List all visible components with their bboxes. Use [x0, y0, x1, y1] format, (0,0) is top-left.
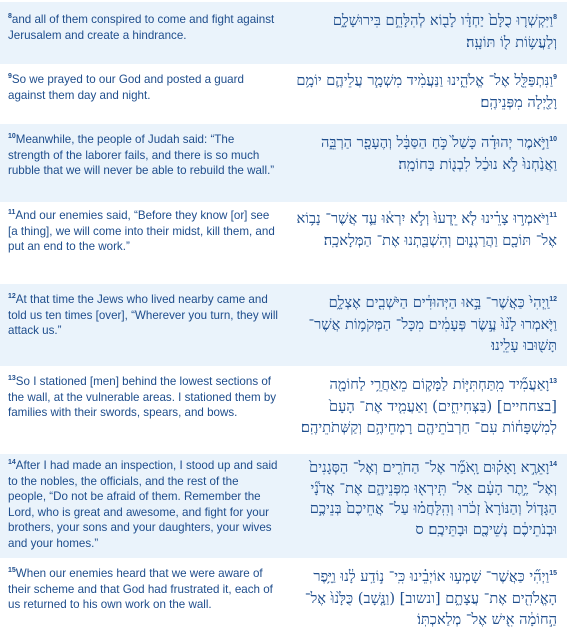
verse-hebrew: [282, 284, 567, 366]
verse-number-hebrew: 14: [549, 461, 557, 469]
verse-hebrew: [282, 204, 567, 282]
verse-english: [0, 2, 282, 64]
verse-number-hebrew: 10: [549, 136, 557, 144]
verse-hebrew: [282, 368, 567, 452]
verse-number: 8: [8, 13, 12, 21]
verse-hebrew-text: וָאַעֲמִ֞יד מִֽתַּחְתִּיּ֧וֹת לַמָּק֛וֹם מֵאַחֲרֵ֥י לַחוֹמָ֖ה [בצחחיים] (בַּצְּחִיחִ֑ים) וָאַעֲמִ֤יד אֶת־ הָעָם֙ לְמִשְׁפָּח֔וֹת עִם־ חַרְבֹתֵיהֶ֖ם רָמְחֵיהֶ֥ם וְקַשְּׁתֹתֵיהֶֽם׃: [300, 376, 557, 436]
verse-english: [0, 124, 282, 202]
verse-english-text: At that time the Jews who lived nearby came and told us ten times [over], “Wherever you turn, they will attack us.”: [8, 293, 278, 337]
verse-hebrew-text: וַיִּקְשְׁר֤וּ כֻלָּם֙ יַחְדָּ֔ו לָב֖וֹא לְהִלָּחֵ֣ם בִּירוּשָׁלָ֑ם וְלַעֲשׂ֥וֹת ל֖וֹ תּוֹעָֽה׃: [332, 12, 557, 51]
verse-row-11: [0, 202, 567, 282]
verse-hebrew: [282, 124, 567, 202]
verse-english-text: and all of them conspired to come and fight against Jerusalem and create a hindrance.: [8, 13, 275, 42]
verse-english: [0, 204, 282, 282]
verse-number: 11: [8, 209, 16, 217]
verse-row-9: [0, 64, 567, 122]
verse-number-hebrew: 12: [549, 296, 557, 304]
verse-hebrew-text: וַיְהִ֞י כַּאֲשֶׁר־ שָׁמְע֣וּ אוֹיְבֵ֗ינוּ כִּֽי־ נ֣וֹדַֽע לָ֔נוּ וַיָּ֥פֶר הָאֱלֹהִ֖ים אֶת־ עֲצָתָ֑ם [ונשוב] (וַנָּ֤שָׁב) כֻּלָּ֙נוּ֙ אֶל־ הַ֣חוֹמָ֔ה אִ֖ישׁ אֶל־ מְלַאכְתּֽוֹ׃: [304, 568, 557, 628]
verse-hebrew-text: וָאֵרֶ֣א וָאָק֗וּם וָֽאֹמַ֞ר אֶל־ הַחֹרִ֤ים וְאֶל־ הַסְּגָנִים֙ וְאֶל־ יֶ֣תֶר הָעָ֔ם אַל־ תִּֽירְא֖וּ מִפְּנֵיהֶ֑ם אֶת־ אֲדֹנָ֞י הַגָּד֤וֹל וְהַנּוֹרָא֙ זְכֹ֔רוּ וְהִֽלָּחֲמ֗וּ עַל־ אֲחֵיכֶם֙ בְּנֵיכֶ֣ם וּבְנֹתֵיכֶ֔ם נְשֵׁיכֶ֖ם וּבָתֵּיכֶֽם׃ ס: [309, 459, 557, 538]
verse-hebrew-text: וַיֹּ֣אמֶר יְהוּדָ֗ה כָּשַׁל֙ כֹּ֣חַ הַסַּבָּ֔ל וְהֶעָפָ֖ר הַרְבֵּ֑ה וַאֲנַ֙חְנוּ֙ לֹ֣א נוּכַ֔ל לִבְנ֖וֹת בַּחוֹמָֽה׃: [321, 134, 557, 173]
verse-hebrew-text: וַיֹּאמְר֣וּ צָרֵ֗ינוּ לֹ֤א יֵֽדְעוּ֙ וְלֹ֣א יִרְא֔וּ עַ֛ד אֲשֶׁר־ נָב֥וֹא אֶל־ תּוֹכָ֖ם וַהֲרַגְנ֑וּם וְהִשְׁבַּ֖תְנוּ אֶת־ הַמְּלָאכָֽה׃: [296, 210, 557, 249]
verse-english-text: And our enemies said, “Before they know [or] see [a thing], we will come into their midst, kill them, and put an end to the work.”: [8, 209, 275, 253]
verse-hebrew: [282, 2, 567, 64]
verse-hebrew-text: וַנִּתְפַּלֵּ֖ל אֶל־ אֱלֹהֵ֑ינוּ וַנַּעֲמִ֨יד מִשְׁמָ֧ר עֲלֵיהֶ֛ם יוֹמָ֥ם וָלַ֖יְלָה מִפְּנֵיהֶֽם׃: [296, 72, 557, 111]
verse-number-hebrew: 13: [549, 378, 557, 386]
verse-english: [0, 454, 282, 558]
verse-number-hebrew: 8: [553, 14, 557, 22]
verse-hebrew: [282, 454, 567, 558]
verse-number: 9: [8, 73, 12, 81]
verse-number-hebrew: 11: [549, 212, 557, 220]
verse-hebrew-text: וַֽיְהִי֙ כַּאֲשֶׁר־ בָּ֣אוּ הַיְּהוּדִ֔ים הַיֹּשְׁבִ֖ים אֶצְלָ֑ם וַיֹּ֤אמְרוּ לָ֙נוּ֙ עֶ֣שֶׂר פְּעָמִ֔ים מִכָּל־ הַמְּקֹמ֥וֹת אֲשֶׁר־ תָּשׁ֖וּבוּ עָלֵֽינוּ׃: [308, 294, 557, 354]
verse-row-15: [0, 558, 567, 640]
verse-english-text: So we prayed to our God and posted a guard against them day and night.: [8, 73, 244, 102]
verse-english: [0, 66, 282, 122]
verse-hebrew: [282, 560, 567, 640]
verse-english: [0, 368, 282, 452]
verse-number-hebrew: 9: [553, 74, 557, 82]
verse-row-12: [0, 282, 567, 366]
verse-row-13: [0, 366, 567, 452]
verse-row-14: [0, 452, 567, 558]
verse-number: 10: [8, 133, 16, 141]
verse-english-text: When our enemies heard that we were aware of their scheme and that God had frustrated it, each of us returned to his own work on the wall.: [8, 567, 273, 611]
verse-english: [0, 284, 282, 366]
verse-english-text: After I had made an inspection, I stood up and said to the nobles, the officials, and the rest of the people, “Do not be afraid of them. Remember the Lord, who is great and awesome, and fight for your brothers, your sons and your daughters, your wives and your homes.”: [8, 459, 278, 550]
verse-number-hebrew: 15: [549, 570, 557, 578]
verse-number: 12: [8, 293, 16, 301]
verse-english-text: Meanwhile, the people of Judah said: “The strength of the laborer fails, and there is so much rubble that we will never be able to rebuild the wall.”: [8, 133, 275, 177]
verse-number: 15: [8, 567, 16, 575]
verse-row-8: [0, 0, 567, 64]
verse-english-text: So I stationed [men] behind the lowest sections of the wall, at the vulnerable areas. I stationed them by families with their swords, spears, and bows.: [8, 375, 277, 419]
verse-number: 14: [8, 459, 16, 467]
verse-row-10: [0, 122, 567, 202]
verse-number: 13: [8, 375, 16, 383]
verse-hebrew: [282, 66, 567, 122]
verse-english: [0, 560, 282, 640]
